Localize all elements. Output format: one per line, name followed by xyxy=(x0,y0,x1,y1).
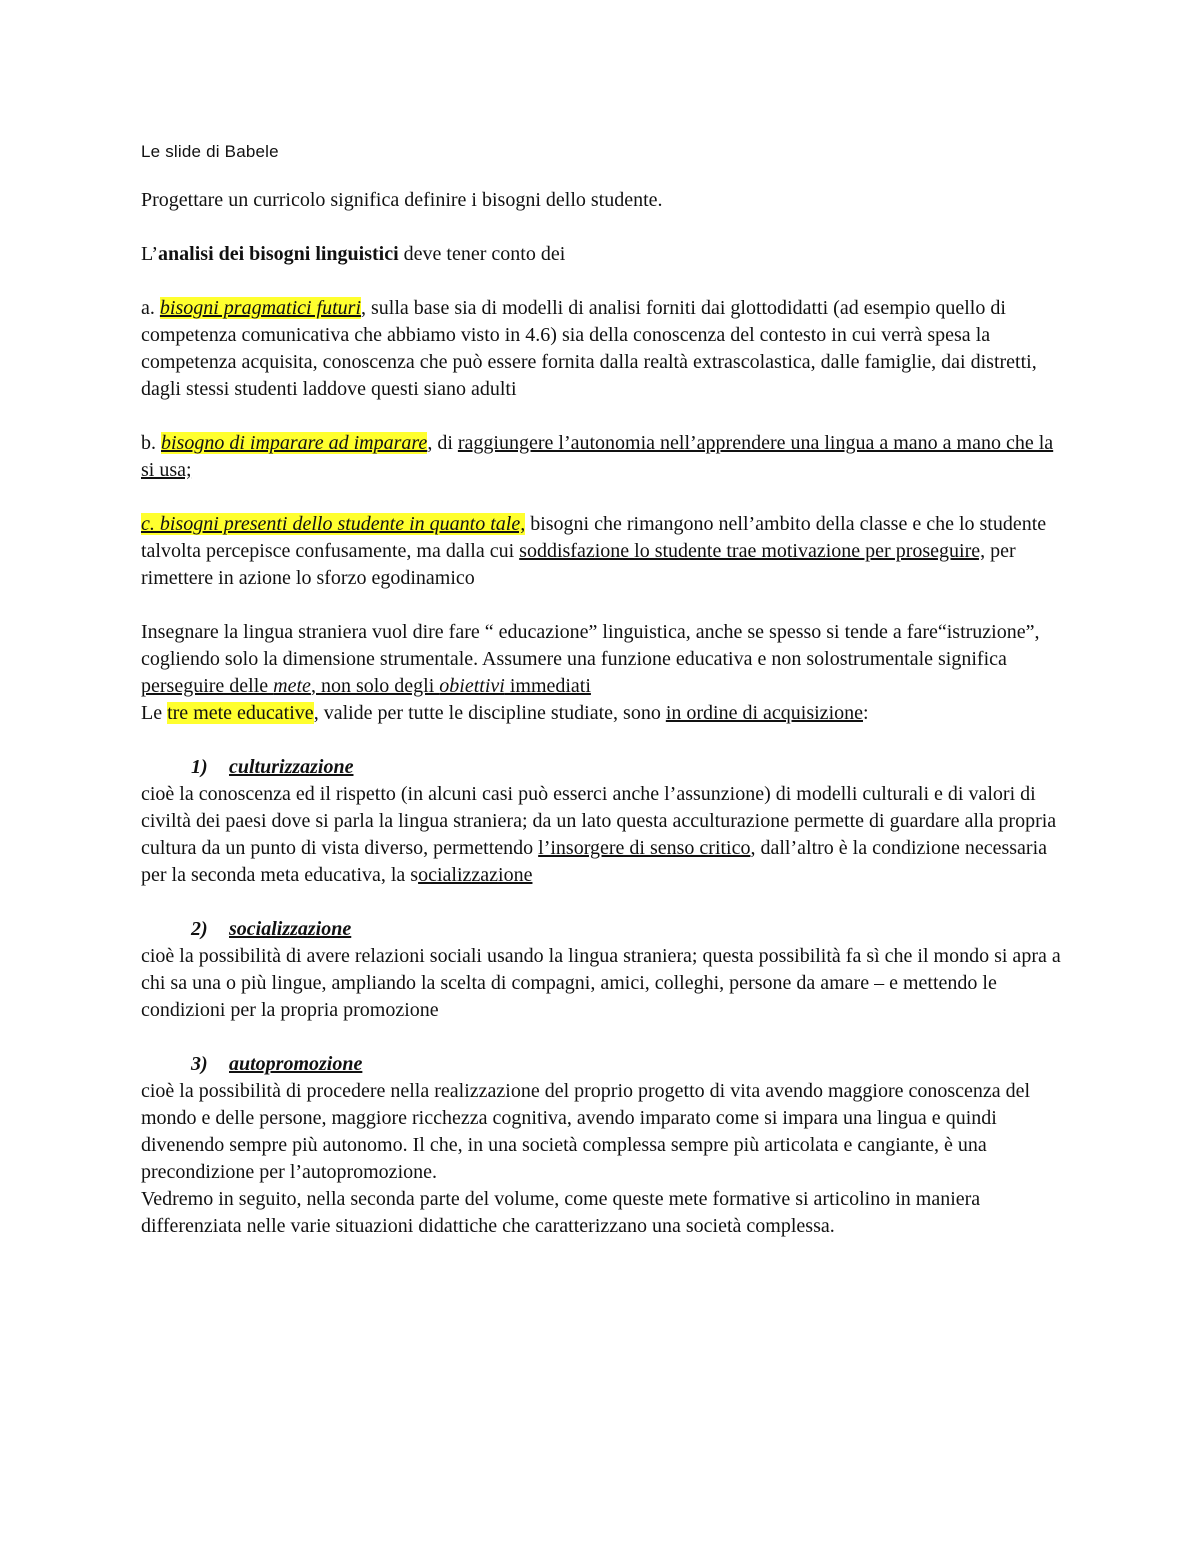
item-a-highlight: bisogni pragmatici futuri xyxy=(159,297,362,319)
education-underline-1: perseguire delle xyxy=(141,675,274,697)
goal-2-heading xyxy=(191,916,1061,943)
education-text: Insegnare la lingua straniera vuol dire fare “ educazione” linguistica, anche se spesso si tende a fare“istruzione”, cogliendo solo la dimensione strumentale. Assumere una funzione educativa e non solostrumentale significa xyxy=(141,621,1040,670)
goal-1-text xyxy=(141,781,1061,889)
goal-3-number: 3) xyxy=(191,1053,208,1075)
mete-intro-end: : xyxy=(863,702,869,724)
item-c-underlined: soddisfazione lo studente trae motivazione per proseguire, xyxy=(519,540,986,562)
analysis-prefix: L’ xyxy=(141,243,159,265)
education-underline-obiettivi: obiettivi xyxy=(439,675,505,697)
mete-intro-highlight: tre mete educative xyxy=(167,702,314,724)
analysis-paragraph xyxy=(141,241,1061,268)
mete-intro-underlined: in ordine di acquisizione xyxy=(665,702,863,724)
item-a-text: , sulla base sia di modelli di analisi forniti dai glottodidatti (ad esempio quello di competenza comunicativa che abbiamo visto in 4.6) sia della conoscenza del contesto in cui verrà spesa la competenza acquisita, conoscenza che può essere fornita dalla realtà extrascolastica, dalle famiglie, dai distretti, dagli stessi studenti laddove questi siano adulti xyxy=(141,297,1037,400)
item-c-highlight: c. bisogni presenti dello studente in quanto tale, xyxy=(141,513,526,535)
goal-3-text: cioè la possibilità di procedere nella realizzazione del proprio progetto di vita avendo maggiore conoscenza del mondo e delle persone, maggiore ricchezza cognitiva, avendo imparato come si impara una lingua e quindi divenendo sempre più autonomo. Il che, in una società complessa sempre più articolata e cangiante, è una precondizione per l’autopromozione. xyxy=(141,1080,1031,1183)
mete-intro-b: , valide per tutte le discipline studiate, sono xyxy=(313,702,666,724)
education-underline-2: , non solo degli xyxy=(310,675,440,697)
goal-1-underlined-2: ocializzazione xyxy=(418,864,533,886)
item-b-underlined: raggiungere l’autonomia nell’apprendere una lingua a mano a mano che la si usa; xyxy=(141,432,1054,481)
item-c-paragraph xyxy=(141,511,1061,592)
item-c-rest: per rimettere in azione lo sforzo egodinamico xyxy=(141,540,1016,589)
education-underline-mete: mete xyxy=(273,675,311,697)
closing-paragraph: Vedremo in seguito, nella seconda parte del volume, come queste mete formative si articolino in maniera differenziata nelle varie situazioni didattiche che caratterizzano una società complessa. xyxy=(141,1188,981,1237)
goal-1-heading xyxy=(191,754,1061,781)
education-paragraph xyxy=(141,619,1061,700)
item-a-paragraph xyxy=(141,295,1061,403)
goal-2-title: socializzazione xyxy=(229,918,352,940)
mete-intro-line xyxy=(141,700,1061,727)
goal-2-text: cioè la possibilità di avere relazioni sociali usando la lingua straniera; questa possibilità fa sì che il mondo si apra a chi sa una o più lingue, ampliando la scelta di compagni, amici, colleghi, persone da amare – e mettendo le condizioni per la propria promozione xyxy=(141,945,1061,1021)
goal-3-title: autopromozione xyxy=(229,1053,363,1075)
document-header: Le slide di Babele xyxy=(141,142,279,161)
item-b-letter: b. xyxy=(141,432,161,454)
intro-paragraph: Progettare un curricolo significa definire i bisogni dello studente. xyxy=(141,189,663,211)
item-b-middle: , di xyxy=(427,432,458,454)
analysis-rest: deve tener conto dei xyxy=(398,243,566,265)
goal-2-number: 2) xyxy=(191,918,208,940)
item-b-highlight: bisogno di imparare ad imparare xyxy=(161,432,428,454)
education-underline-3: immediati xyxy=(504,675,591,697)
mete-intro-a: Le xyxy=(141,702,168,724)
goal-1-body-2: , dall’altro è la condizione necessaria per la seconda meta educativa, la s xyxy=(141,837,1048,886)
analysis-bold-term: analisi dei bisogni linguistici xyxy=(158,243,399,265)
goal-3-heading xyxy=(191,1051,1061,1078)
goal-1-title: culturizzazione xyxy=(229,756,354,778)
goal-1-body: cioè la conoscenza ed il rispetto (in alcuni casi può esserci anche l’assunzione) di modelli culturali e di valori di civiltà dei paesi dove si parla la lingua straniera; da un lato questa acculturazione permette di guardare alla propria cultura da un punto di vista diverso, permettendo xyxy=(141,783,1057,859)
goal-1-number: 1) xyxy=(191,756,208,778)
item-b-paragraph xyxy=(141,430,1061,484)
goal-1-underlined: l’insorgere di senso critico xyxy=(538,837,751,859)
document-body xyxy=(141,142,1061,1240)
item-c-middle: bisogni che rimangono nell’ambito della classe e che lo studente talvolta percepisce confusamente, ma dalla cui xyxy=(141,513,1047,562)
item-a-letter: a. xyxy=(141,297,160,319)
